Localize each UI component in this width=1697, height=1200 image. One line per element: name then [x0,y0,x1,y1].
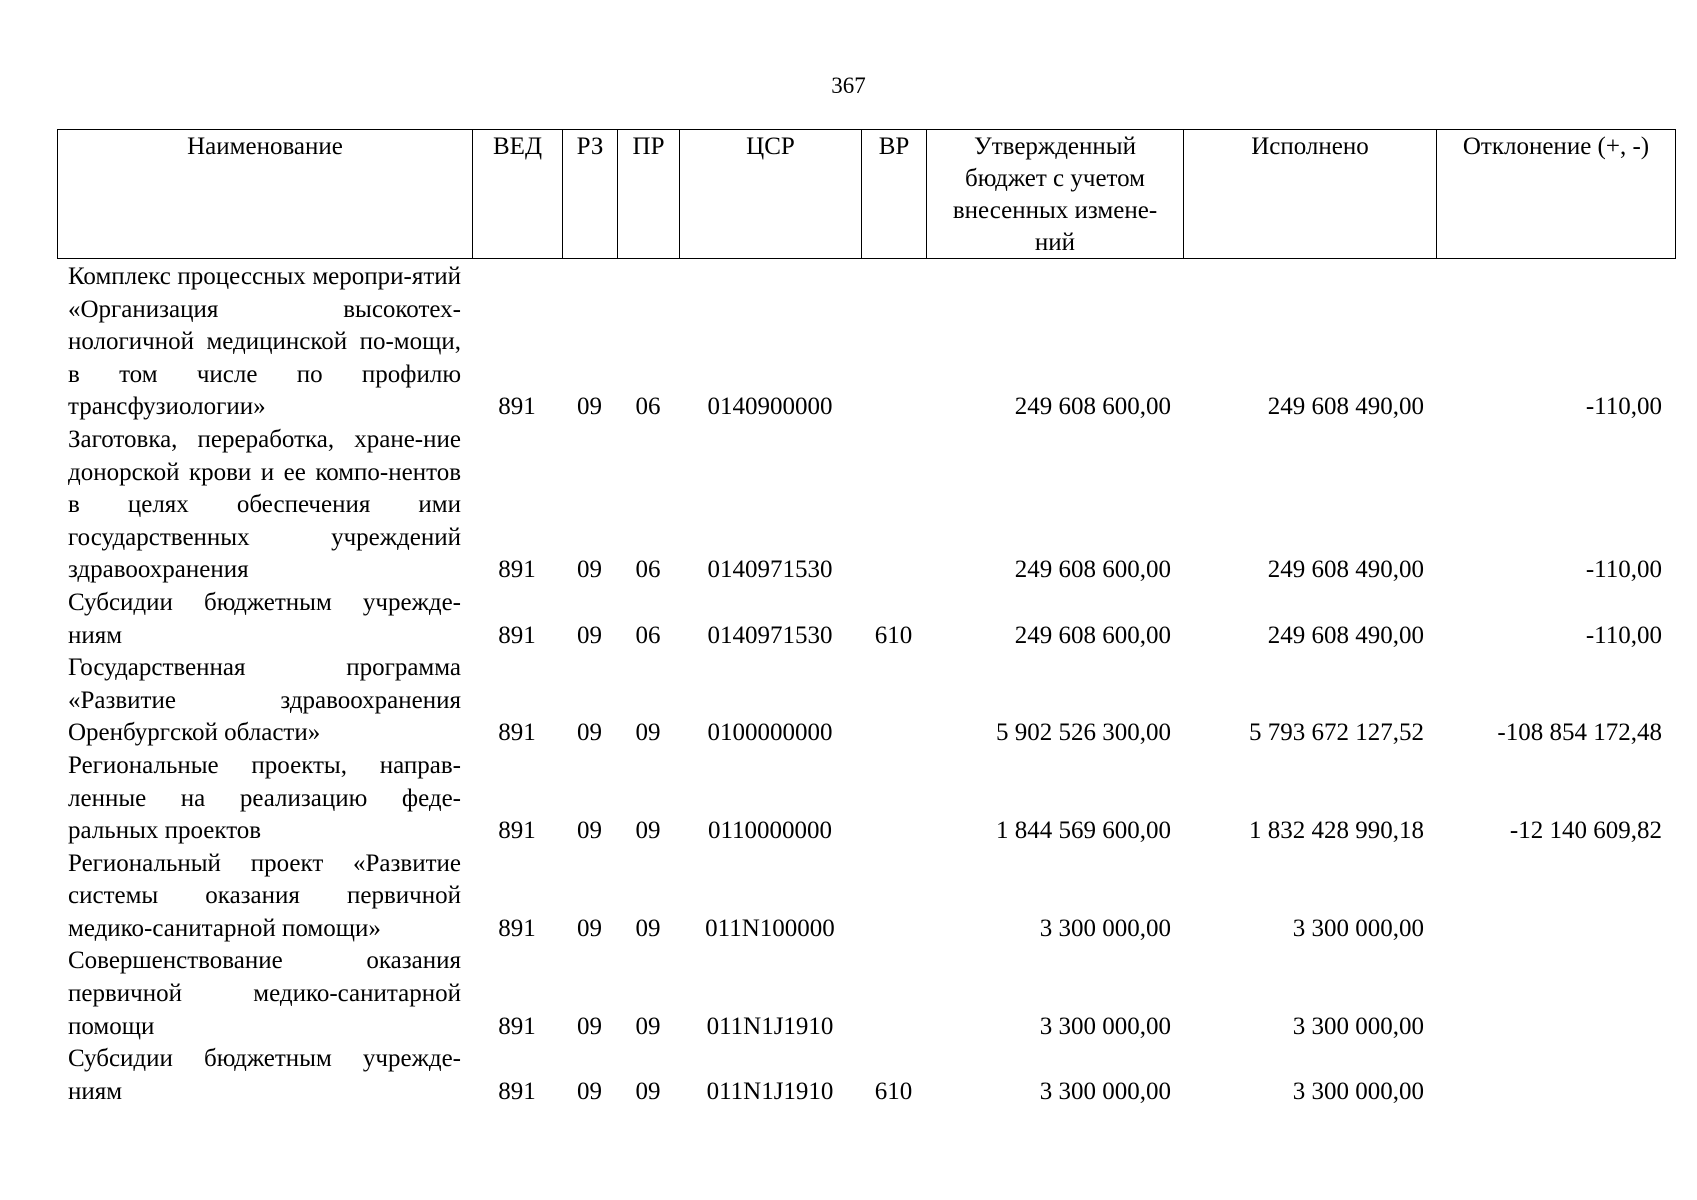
row-deviation: -108 854 172,48 [1497,719,1662,747]
row-name: Совершенствование оказания первичной медико-санитарной помощи [68,947,461,1040]
row-budget: 3 300 000,00 [1039,914,1171,942]
row-pr: 09 [635,1012,661,1040]
row-budget: 3 300 000,00 [1039,1077,1171,1105]
row-name: Комплекс процессных меропри-ятий «Организация высокотех-нологичной медицинской по-мощи, в том числе по профилю трансфузиологии» [68,263,461,421]
row-csr: 0140971530 [707,621,833,649]
row-rz: 09 [577,914,602,942]
row-csr: 011N100000 [705,914,835,942]
row-csr: 0140900000 [707,393,833,421]
row-executed: 5 793 672 127,52 [1249,719,1424,747]
row-rz: 09 [577,817,602,845]
row-ved: 891 [498,1012,536,1040]
row-rz: 09 [577,1012,602,1040]
row-budget: 249 608 600,00 [1014,621,1171,649]
row-executed: 3 300 000,00 [1292,1012,1424,1040]
row-pr: 06 [635,556,661,584]
row-pr: 06 [635,393,661,421]
row-budget: 3 300 000,00 [1039,1012,1171,1040]
header-ved: ВЕД [473,130,563,259]
header-vr: ВР [862,130,927,259]
row-ved: 891 [498,1077,536,1105]
row-csr: 011N1J1910 [706,1012,834,1040]
table-row [57,945,1674,1043]
row-pr: 09 [635,719,661,747]
row-rz: 09 [577,393,602,421]
row-executed: 249 608 490,00 [1267,621,1424,649]
row-budget: 5 902 526 300,00 [996,719,1171,747]
row-rz: 09 [577,556,602,584]
row-pr: 09 [635,817,661,845]
row-budget: 1 844 569 600,00 [996,817,1171,845]
row-executed: 1 832 428 990,18 [1249,817,1424,845]
row-csr: 0100000000 [707,719,833,747]
table-row [57,1043,1674,1108]
row-vr: 610 [874,1077,913,1105]
row-budget: 249 608 600,00 [1014,556,1171,584]
row-pr: 09 [635,1077,661,1105]
table-row [57,848,1674,946]
row-deviation: -110,00 [1585,393,1662,421]
header-rz: РЗ [563,130,618,259]
table-header [57,129,1676,259]
row-csr: 011N1J1910 [706,1077,834,1105]
header-deviation: Отклонение (+, -) [1462,133,1650,160]
row-name: Региональные проекты, направ-ленные на реализацию феде-ральных проектов [68,751,461,845]
row-ved: 891 [498,393,536,421]
row-name: Заготовка, переработка, хране-ние донорской крови и ее компо-нентов в целях обеспечения ими государственных учреждений здравоохранения [68,425,461,584]
row-executed: 3 300 000,00 [1292,914,1424,942]
table-body [57,261,1674,1108]
row-executed: 249 608 490,00 [1267,393,1424,421]
row-executed: 249 608 490,00 [1267,556,1424,584]
row-ved: 891 [498,556,536,584]
row-name: Субсидии бюджетным учрежде-ниям [68,588,461,649]
row-budget: 249 608 600,00 [1014,393,1171,421]
header-approved-budget: Утвержденный бюджет с учетом внесенных измене-ний [927,130,1184,259]
row-rz: 09 [577,621,602,649]
row-rz: 09 [577,719,602,747]
header-csr: ЦСР [680,130,862,259]
row-ved: 891 [498,621,536,649]
row-rz: 09 [577,1077,602,1105]
table-row [57,424,1674,587]
page-number: 367 [831,73,866,98]
row-csr: 0110000000 [707,817,833,845]
row-deviation: -110,00 [1585,556,1662,584]
table-row [57,587,1674,652]
row-deviation: -12 140 609,82 [1509,817,1662,845]
row-name: Государственная программа «Развитие здравоохранения Оренбургской области» [68,654,461,747]
header-pr: ПР [618,130,680,259]
row-ved: 891 [498,719,536,747]
row-deviation: -110,00 [1585,621,1662,649]
table-row [57,652,1674,750]
row-name: Субсидии бюджетным учрежде-ниям [68,1045,461,1105]
row-ved: 891 [498,914,536,942]
table-row [57,750,1674,848]
row-vr: 610 [874,621,913,649]
row-name: Региональный проект «Развитие системы оказания первичной медико-санитарной помощи» [68,849,461,942]
row-pr: 09 [635,914,661,942]
row-ved: 891 [498,817,536,845]
header-name: Наименование [58,130,473,259]
header-executed: Исполнено [1184,130,1437,259]
row-pr: 06 [635,621,661,649]
row-csr: 0140971530 [707,556,833,584]
row-executed: 3 300 000,00 [1292,1077,1424,1105]
table-row [57,261,1674,424]
